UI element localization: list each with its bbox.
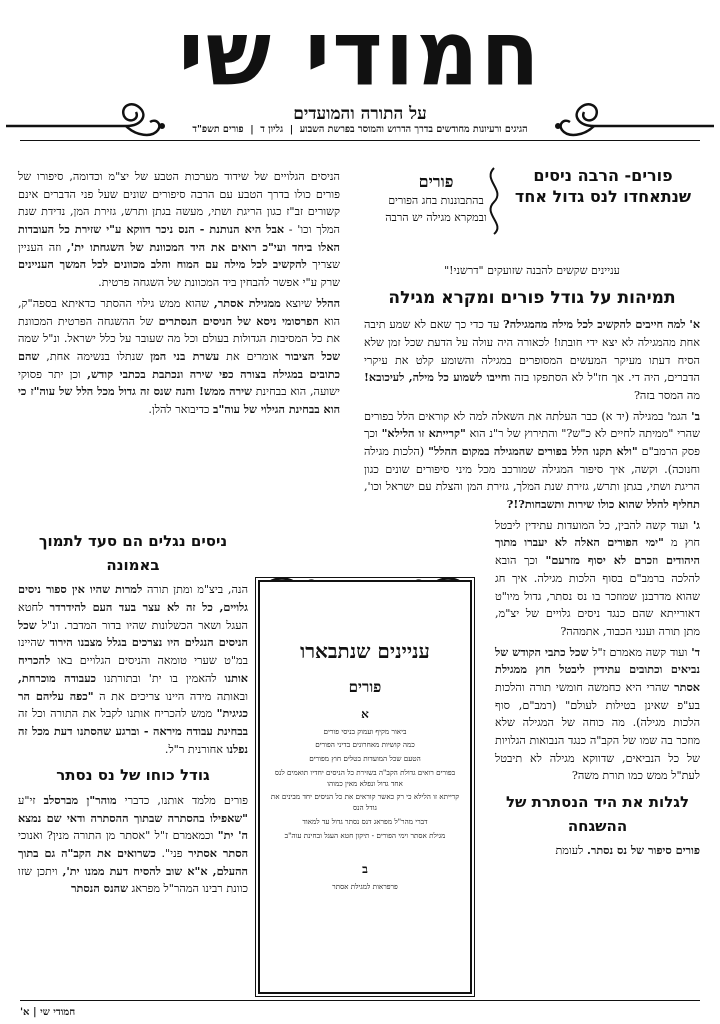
lead-section-title: פורים (418, 172, 454, 191)
publication-title: חמודי שי (178, 1, 542, 107)
publication-tagline-bar: הגיגים ורעיונות מחודשים בדרך הדרוש והמוסר בפרשת השבוע | גליון ד | פורים תשפ"ד (192, 124, 528, 135)
left-lower-column (18, 524, 248, 901)
topics-item: מגילת אסתר וימי הפורים - תיקון חטא העגל ובחינת עוה"ב (284, 830, 446, 840)
topics-item: הטעם שכל המועדות בטלים חוץ מפורים (309, 754, 421, 764)
section-heading-providence: לגלות את היד הנסתרת של ההשגחה (505, 793, 690, 835)
paragraph-left-1: הניסים הגלויים של שידוד מערכות הטבע של יצ"מ וכדומה, סיפורו של פורים כולו בדרך הטבע עם הרבה סיפורים שונים שעל פני הדברים אינם קשורים זב"ז כגון הריגת ושתי, מעשה בגתן ותרש, גזירת המן, נדידת שנת המלך וכו' - אבל היא הנותנת - הנס ניכר דווקא ע"י שזירת כל העובדות האלו ביחד ועי"כ רואים את היד המכוונת של השגחתו ית', וזה העניין שצריך להקשיב לכל מילה עם המוח והלב מכוונים לכל המשך העניינים שרק ע"י אפשר להבחין ביד המכוונת של השגחה פרטית. (18, 170, 340, 290)
lead-section (382, 172, 490, 226)
topics-box-heading: פורים (348, 678, 382, 696)
paragraph-a: א' למה חייבים להקשיב לכל מילה מהמגילה? עד כדי כך שאם לא שמע תיבה אחת מהמגילה לא יצא ידי חובתו! לכאורה היה עולה על הדעת שכל זמן שלא הסיח דעתו מעיקר המעשים המסופרים במגילה והשומע קלט את עיקרי הדברים, היה די. אך חז"ל לא הסתפקו בזה וחייבו לשמוע כל מילה, לעיכובא! מה המסר בזה? (364, 317, 700, 402)
topics-item: כמה קושיות מאחרונים בדיני הפורים (315, 740, 415, 750)
masthead (0, 0, 720, 150)
page-footer: חמודי שי | א' (20, 1007, 76, 1018)
lead-intro-tail: עניינים שקשים להבנה שזועקים "דרשני!" (444, 264, 620, 277)
topics-box (258, 580, 472, 994)
page-number: א' (20, 1007, 30, 1018)
section-heading-questions: תמיהות על גודל פורים ומקרא מגילה (388, 288, 676, 309)
section-heading-hidden-miracle: גודל כוחו של נס נסתר (56, 766, 210, 785)
lead-intro: בהתבוננות בחג הפורים ובמקרא מגילה יש הרבה (385, 194, 487, 225)
topics-item: דברי מהר"ל מפראג דנס נסתר גדול עד למאוד (302, 817, 428, 827)
footer-title: חמודי שי (40, 1007, 76, 1018)
issue-number: גליון ד (260, 124, 284, 135)
tagline: הגיגים ורעיונות מחודשים בדרך הדרוש והמוסר בפרשת השבוע (299, 124, 528, 135)
paragraph-d: ד' ועוד קשה מאמרם ז"ל שכל כתבי הקודש של נביאים וכתובים עתידין ליבטל חוץ ממגילת אסתר שהרי היא כחמשה חומשי תורה והלכות בע"פ שאינן בטילות לעולם" (רמב"ם, סוף הלכות מגילה). מה כוחה של המגילה שלא מוזכר בה שמו של הקב"ה כנגד הנבואות הגלויות של כל הנביאים, שדווקא מגילה לא תיבטל לעת"ל ממש כמו תורת משה? (495, 644, 701, 783)
edition-date: פורים תשפ"ד (192, 124, 244, 135)
lead-headline: פורים- הרבה ניסים שנתאחדו לנס גדול אחד (514, 166, 692, 206)
topics-item: קרייתא זו הלילא כי רק כאשר קוראים את כל הניסים יחד מבינים את גודל הנס (270, 792, 460, 813)
topics-item: פרפראות למגילת אסתר (332, 881, 398, 891)
topics-letter-b: ב (362, 861, 368, 876)
topics-item: ביאור מקיף ועמוק בניסי פורים (323, 726, 407, 736)
header-rule (20, 140, 700, 141)
paragraph-left-4: פורים מלמד אותנו, כדברי מוהר"ן מברסלב זי"ע "שאפילו בהסתרה שבתוך ההסתרה ודאי שם נמצא ה' ית" וכמאמרם ז"ל "אסתר מן התורה מנין? ואנוכי הסתר אסתיר פני". כשרואים את הקב"ה גם בתוך ההעלם, א"א שוב להסיח דעת ממנו ית', ויתכן שזו כוונת רבינו המהר"ל מפראג שהנס הנסתר (18, 792, 249, 896)
section-heading-open-miracles: ניסים נגלים הם סעד לתמוך באמונה (38, 532, 228, 574)
paragraph-c: ג' ועוד קשה להבין, כל המועדות עתידין ליבטל חוץ מ "ימי הפורים האלה לא יעברו מתוך היהודים וזכרם לא יסוף מזרעם" וכך הובא להלכה ברמב"ם בסוף הלכות מגילה. איך חג שהוא מדרבנן שמוזכר בו נס נסתר, גדול מיו"ט דאורייתא שהם כנגד ניסים גלויים של יצ"מ, מתן תורה וענני הכבוד, אתמהה? (495, 517, 701, 638)
paragraph-b: ב' הגמ' במגילה (יד א) כבר העלתה את השאלה למה לא קוראים הלל בפורים שהרי "ממיתה לחיים לא כ"ש?" והתירוץ של ר"נ הוא "קרייתא זו הלילא" וכך פסק הרמב"ם "ולא תקנו הלל בפורים שהמגילה במקום ההלל" (הלכות מגילה וחנוכה). וקשה, איך סיפור המגילה שמורכב מכל מיני סיפורים שונים כגון הריגת ושתי, בגתן ותרש, גזירת שנת המלך, גזירת המן והצלת עם ישראל וכו', תחליף להלל שהוא כולו שירות ותשבחות?!? (364, 408, 700, 512)
paragraph-left-3: הנה, ביצ"מ ומתן תורה למרות שהיו אין ספור ניסים גלויים, כל זה לא עצר בעד העם להידרדר לחטא העגל ושאר הכשלונות שהיו בדור המדבר. ונ"ל שכל הניסים הנגלים היו נצרכים בגלל מצבנו הירוד שהיינו במ"ט שערי טומאה והניסים הגלויים באו להכריח אותנו להאמין בו ית' ובתורתנו כעבודה מוכרחת, ובאותה מידה היינו צריכים את ה "כפה עליהם הר כגיגית" ממש להכריח אותנו לקבל את התורה וכל זה בבחינת עבודה מיראה - וברגע שהסתנו דעת מכל זה נפלנו אחורנית ר"ל. (18, 582, 248, 756)
topics-item: בפורים רואים גדולת הקב"ה בשזירת כל הניסים יחדיו תואמים לנס אחד גדול ונפלא מאין כמוהו (274, 767, 456, 788)
topics-letter-a: א (361, 706, 369, 721)
footer-rule (20, 1000, 700, 1001)
paragraph-left-2: ההלל שיוצא ממגילת אסתר, שהוא ממש גילוי ההסתר כדאיתא בספה"ק, הוא הפרסומי ניסא של הניסים הנסתרים של ההשגחה הפרטית המכוונת את כל המסיבות הגדולות בעולם וכל מה שעובר על כלל ישראל. ונ"ל שמה שכל הציבור אומרים את עשרת בני המן שנתלו בנשימה אחת, שהם כתובים במגילה בצורה כפי שירה ונכתבת בכתבי קודש, וכן יתר פסוקי ישועה, הוא בבחינת שירה ממש! והנה שנס זה גדול מכל הלל של עוה"ז כי הוא בבחינת הגילוי של עוה"ב כדיבואר להלן. (18, 295, 341, 416)
lead-headline-box (508, 166, 698, 254)
publication-subtitle: על התורה והמועדים (293, 104, 427, 124)
left-column (18, 168, 340, 422)
paragraph-e: פורים סיפור של נס נסתר. לעומת (555, 843, 700, 858)
topics-box-title: עניינים שנתבארו (300, 639, 430, 663)
